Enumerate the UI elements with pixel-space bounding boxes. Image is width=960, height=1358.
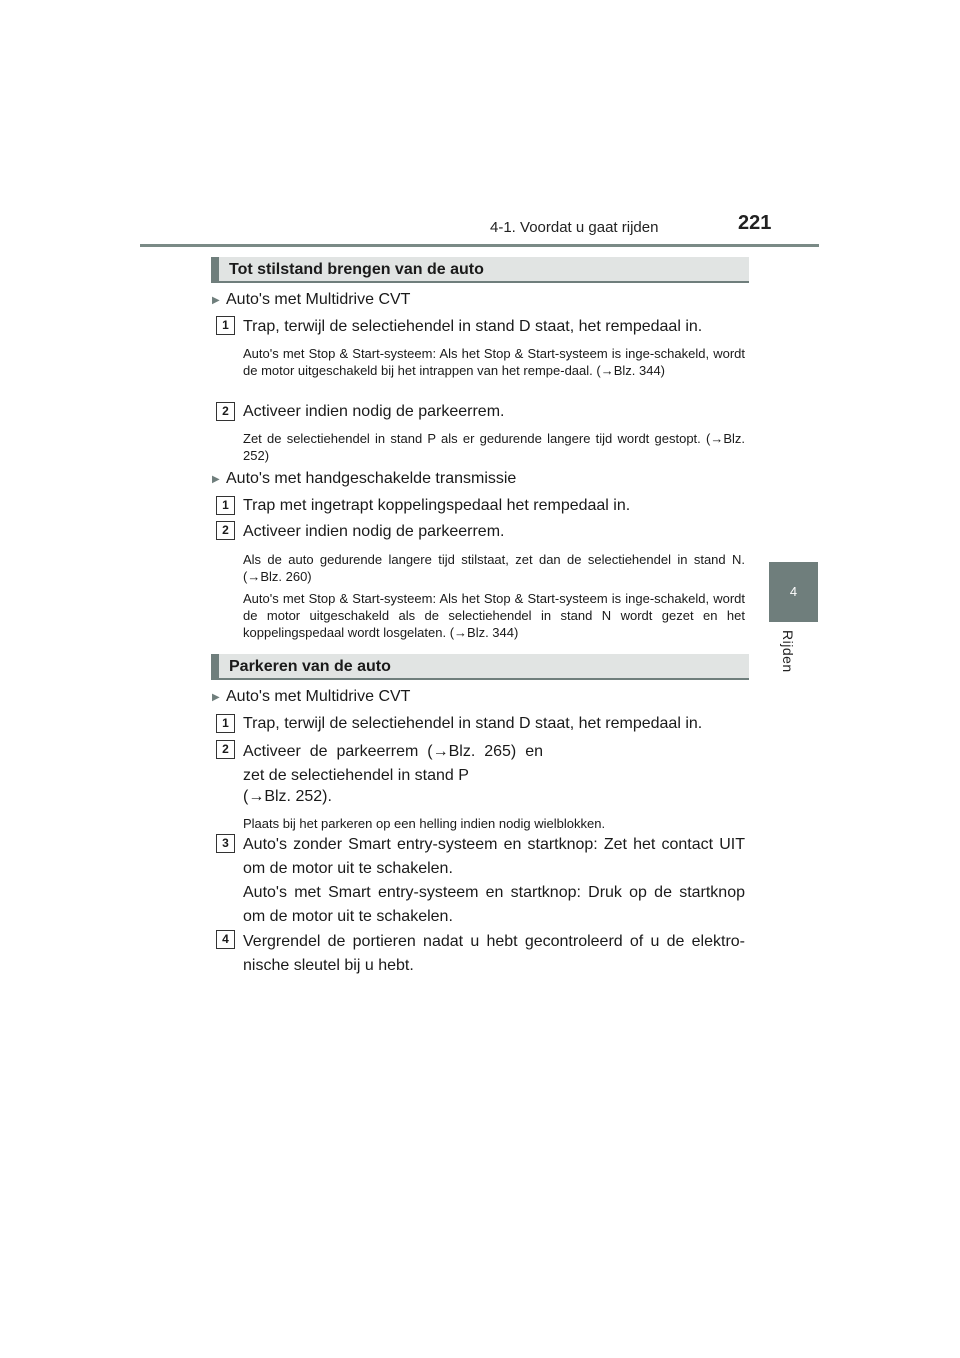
chapter-label: Rijden — [780, 630, 796, 673]
note-text: Auto's met Stop & Start-systeem: Als het Stop & Start-systeem is inge-schakeld, wordt de motor uitgeschakeld bij het intrappen van het rempe-daal. (→Blz. 344) — [243, 346, 745, 378]
step-number: 1 — [216, 496, 235, 515]
step-number: 1 — [216, 714, 235, 733]
step-text: Trap, terwijl de selectiehendel in stand D staat, het rempedaal in. — [243, 318, 703, 335]
step-text: Vergrendel de portieren nadat u hebt gecontroleerd of u de elektro-nische sleutel bij u hebt. — [243, 933, 745, 974]
note-text: Zet de selectiehendel in stand P als er gedurende langere tijd wordt gestopt. (→Blz. 252) — [243, 431, 745, 463]
note-text: Als de auto gedurende langere tijd stilstaat, zet dan de selectiehendel in stand N. (→Blz. 260) — [243, 552, 745, 584]
step-text: Activeer indien nodig de parkeerrem. — [243, 403, 505, 420]
step-text: Trap met ingetrapt koppelingspedaal het rempedaal in. — [243, 497, 631, 514]
section-heading: Tot stilstand brengen van de auto — [211, 257, 749, 283]
chapter-number: 4 — [789, 584, 798, 599]
section-heading: Parkeren van de auto — [211, 654, 749, 680]
running-header-section: 4-1. Voordat u gaat rijden — [490, 219, 659, 236]
variant-bullet: ▶ Auto's met Multidrive CVT — [226, 688, 410, 706]
variant-bullet: ▶ Auto's met Multidrive CVT — [226, 291, 410, 309]
note-text: Auto's met Stop & Start-systeem: Als het Stop & Start-systeem is inge-schakeld, wordt de motor uitgeschakeld als de selectiehendel in stand N wordt gezet en het koppelingspedaal wordt losgelaten. (→Blz. 344) — [243, 591, 745, 640]
step-text: Activeer de parkeerrem (→Blz. 265) en zet de selectiehendel in stand P — [243, 743, 543, 784]
step-number: 4 — [216, 930, 235, 949]
step-text-continued: (→Blz. 252). — [243, 788, 332, 805]
variant-bullet: ▶ Auto's met handgeschakelde transmissie — [226, 470, 516, 488]
step-text: Auto's zonder Smart entry-systeem en startknop: Zet het contact UIT om de motor uit te schakelen. — [243, 836, 745, 877]
step-number: 2 — [216, 402, 235, 421]
header-divider — [140, 244, 819, 247]
step-number: 3 — [216, 834, 235, 853]
step-text: Trap, terwijl de selectiehendel in stand D staat, het rempedaal in. — [243, 715, 703, 732]
note-text: Plaats bij het parkeren op een helling indien nodig wielblokken. — [243, 816, 606, 831]
step-number: 2 — [216, 740, 235, 759]
step-number: 1 — [216, 316, 235, 335]
page-number: 221 — [738, 212, 772, 234]
chapter-tab — [769, 562, 818, 622]
step-text-continued: Auto's met Smart entry-systeem en startknop: Druk op de startknop om de motor uit te schakelen. — [243, 884, 745, 925]
step-text: Activeer indien nodig de parkeerrem. — [243, 523, 505, 540]
step-number: 2 — [216, 521, 235, 540]
